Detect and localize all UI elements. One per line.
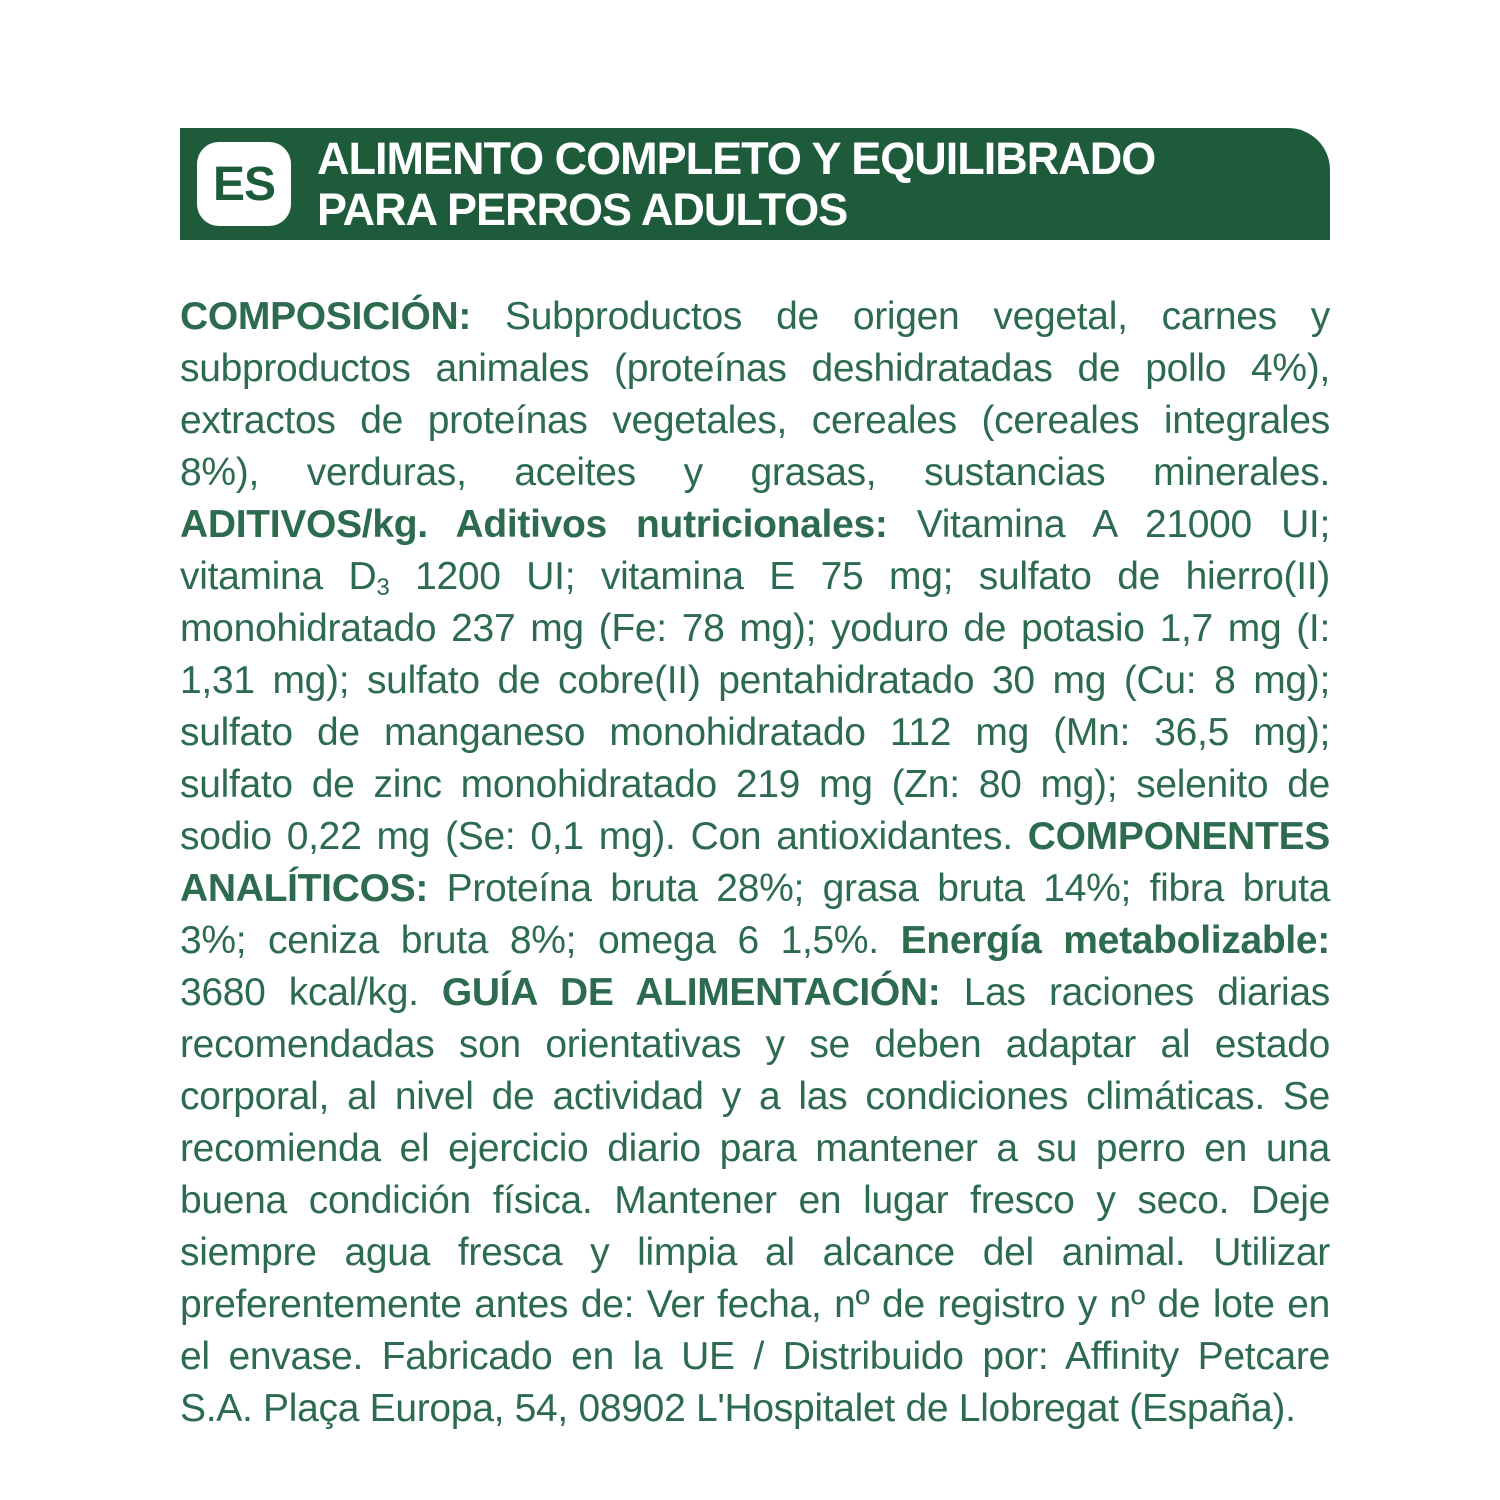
page-title-line2: PARA PERROS ADULTOS — [317, 184, 848, 235]
page-title-line1: ALIMENTO COMPLETO Y EQUILIBRADO — [317, 133, 1156, 184]
language-badge: ES — [197, 142, 291, 226]
page-title — [317, 133, 1155, 235]
header-bar — [180, 128, 1330, 240]
label-body-text: COMPOSICIÓN: Subproductos de origen vegetal, carnes y subproductos animales (proteínas deshidratadas de pollo 4%), extractos de proteínas vegetales, cereales (cereales integrales 8%), verduras, aceites y grasas, sustancias minerales. ADITIVOS/kg. Aditivos nutricionales: Vitamina A 21000 UI; vitamina $D_3$ 1200 UI; vitamina E 75 mg; sulfato de hierro(II) monohidratado 237 mg (Fe: 78 mg); yoduro de potasio 1,7 mg (I: 1,31 mg); sulfato de cobre(II) pentahidratado 30 mg (Cu: 8 mg); sulfato de manganeso monohidratado 112 mg (Mn: 36,5 mg); sulfato de zinc monohidratado 219 mg (Zn: 80 mg); selenito de sodio 0,22 mg (Se: 0,1 mg). Con antioxidantes. COMPONENTES ANALÍTICOS: Proteína bruta 28%; grasa bruta 14%; fibra bruta 3%; ceniza bruta 8%; omega 6 1,5%. Energía metabolizable: 3680 kcal/kg. GUÍA DE ALIMENTACIÓN: Las raciones diarias recomendadas son orientativas y se deben adaptar al estado corporal, al nivel de actividad y a las condiciones climáticas. Se recomienda el ejercicio diario para mantener a su perro en una buena condición física. Mantener en lugar fresco y seco. Deje siempre agua fresca y limpia al alcance del animal. Utilizar preferentemente antes de: Ver fecha, nº de registro y nº de lote en el envase. Fabricado en la UE / Distribuido por: Affinity Petcare S.A. Plaça Europa, 54, 08902 L'Hospitalet de Llobregat (España). — [180, 295, 1331, 1430]
